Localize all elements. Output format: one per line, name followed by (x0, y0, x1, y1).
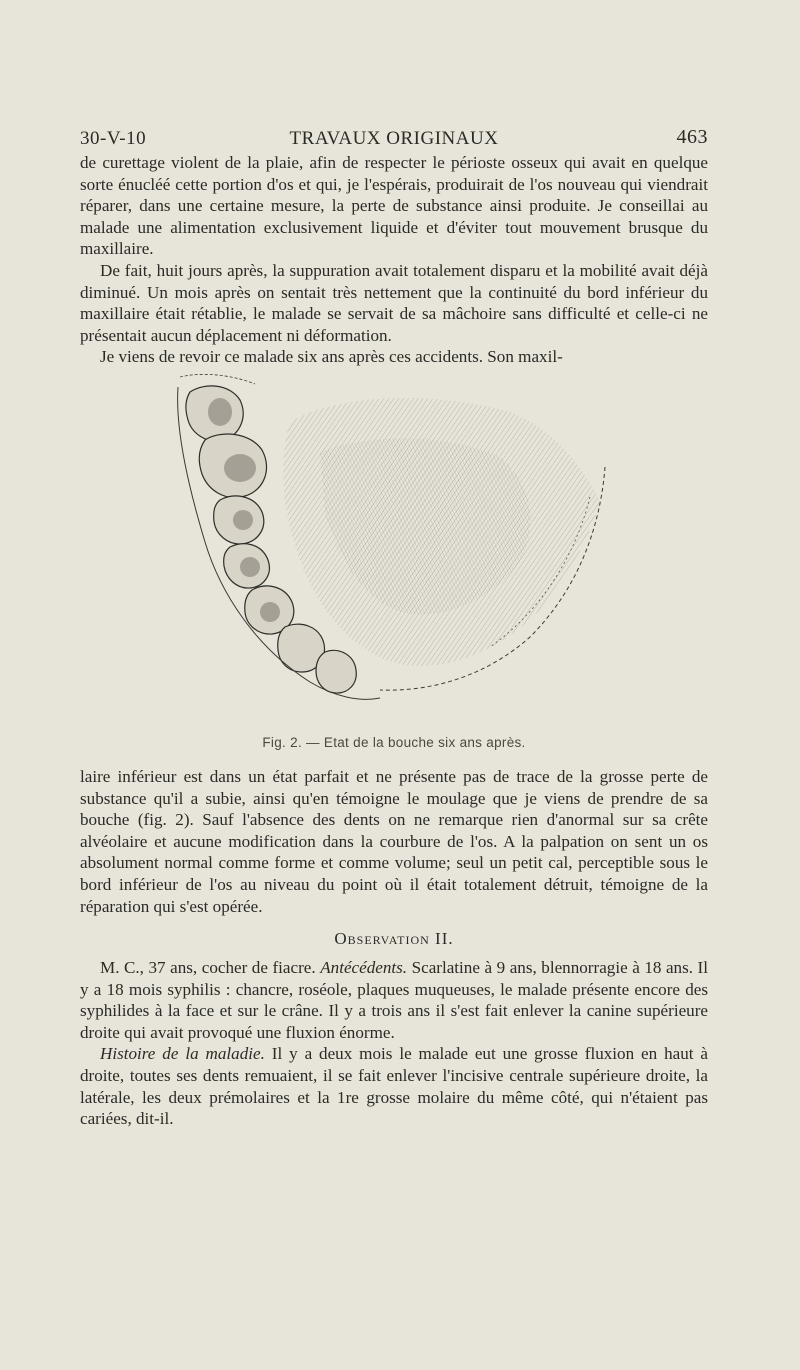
running-header (80, 122, 708, 152)
paragraph-4: laire inférieur est dans un état parfait et ne présente pas de trace de la grosse perte de substance qu'il a subie, ainsi qu'en témoigne le moulage que je viens de prendre de sa bouche (fig. 2). Sauf l'absence des dents on ne remarque rien d'anormal sur sa crête alvéolaire et aucune modification dans la courbure de l'os. A la palpation on sent un os absolument normal comme forme et comme volume; seul un petit cal, perceptible sous le bord inférieur de l'os au niveau du point où il était totalement détruit, témoigne de la réparation qui s'est opérée. (80, 766, 708, 916)
obs-para2-rest: Il y a deux mois le malade eut une grosse fluxion en haut à droite, toutes ses dents remuaient, il se fait enlever l'incisive centrale supérieure droite, la latérale, les deux prémolaires et la 1re grosse molaire du même côté, qui n'étaient pas cariées, dit-il. (80, 1044, 708, 1129)
obs-para1-italic: Antécédents. (320, 958, 408, 978)
tooth-incisor-2 (316, 650, 356, 693)
page (80, 122, 708, 1130)
header-title: TRAVAUX ORIGINAUX (289, 128, 499, 149)
paragraph-2: De fait, huit jours après, la suppuration avait totalement disparu et la mobilité avait déjà diminué. Un mois après on sentait très nettement que la continuité du bord inférieur du maxillaire était rétablie, le malade se servait de sa mâchoire sans difficulté et celle-ci ne présentait aucun déplacement ni déformation. (80, 260, 708, 345)
observation-title: Observation II. (334, 929, 454, 949)
header-date: 30-V-10 (80, 128, 147, 149)
obs-para2-italic: Histoire de la maladie. (100, 1044, 265, 1064)
obs-para1-rest: Scarlatine à 9 ans, blennorragie à 18 ans. Il y a 18 mois syphilis : chancre, roséole, plaques muqueuses, le malade présente encore des syphilides à la face et sur le crâne. Il y a trois ans il s'est fait enlever la canine supérieure droite qui avait provoqué une fluxion énorme. (80, 958, 709, 1042)
observation-paragraph-1 (80, 957, 708, 1043)
obs-para1-start: M. C., 37 ans, cocher de fiacre. (100, 958, 321, 978)
observation-paragraph-2 (80, 1043, 708, 1129)
figure-caption: Fig. 2. — Etat de la bouche six ans après. (262, 734, 526, 750)
page-number: 463 (676, 126, 708, 148)
jaw-cast-illustration (80, 372, 708, 732)
figure-jaw-cast (80, 372, 708, 732)
paragraph-3: Je viens de revoir ce malade six ans après ces accidents. Son maxil- (100, 347, 563, 367)
paragraph-1: de curettage violent de la plaie, afin de respecter le périoste osseux qui avait en quelque sorte énucléé cette portion d'os et qui, je l'espérais, produirait de l'os nouveau qui viendrait réparer, dans une certaine mesure, la perte de substance ainsi produite. Je conseillai au malade une alimentation exclusivement liquide et d'éviter tout mouvement brusque du maxillaire. (80, 153, 708, 259)
